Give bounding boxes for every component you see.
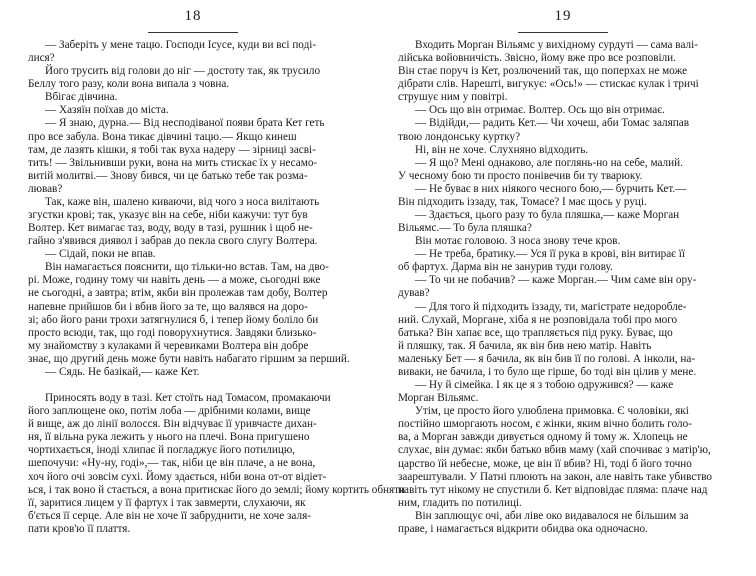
text-line: — То чи не побачив? — каже Морган.— Чим саме він ору- xyxy=(415,274,697,287)
text-line: твою лондонську куртку? xyxy=(398,130,521,143)
text-line: — Сядь. Не базікай,— каже Кет. xyxy=(45,365,200,378)
text-line: — Здається, цього разу то була пляшка,— каже Морган xyxy=(415,209,680,222)
text-line: лював? xyxy=(28,182,63,195)
text-line: — Не буває в них ніякого чесного бою,— бурчить Кет.— xyxy=(415,182,687,195)
text-line: Вбігає дівчина. xyxy=(45,91,118,104)
text-line: Він стає поруч із Кет, розлючений так, що поперхах не може xyxy=(398,65,688,78)
text-line: Ні, він не хоче. Слухняно відходить. xyxy=(415,143,589,156)
text-line: Волтер. Кет вимагає таз, воду, воду в тазі, рушник і щоб не- xyxy=(28,222,313,235)
text-line: — Ось що він отримає. Волтер. Ось що він отримає. xyxy=(415,104,665,117)
text-line: лійська войовничість. Звісно, йому вже про все розповіли. xyxy=(398,52,676,65)
text-line: Так, каже він, шалено киваючи, від чого з носа вилітають xyxy=(45,195,320,208)
text-line: Вільямс.— То була пляшка? xyxy=(398,222,532,235)
text-line: просто всюди, так, що годі поворухнутися. Завдяки близько- xyxy=(28,326,317,339)
page-number: 18 xyxy=(184,8,202,24)
text-line: батька? Він хапає все, що трапляється під руку. Буває, що xyxy=(398,326,673,339)
text-line: тить! — Звільнивши руки, вона на мить стискає їх у несамо- xyxy=(28,156,318,169)
text-line: — Заберіть у мене тацю. Господи Ісусе, куди ви всі поді- xyxy=(45,39,317,51)
text-line: лися? xyxy=(28,52,55,65)
text-line: б'ється її серце. Але він не хоче її забруднити, не хоче заля- xyxy=(28,509,311,522)
left-page-text xyxy=(28,39,406,536)
text-line: У чесному бою ти просто понівечив би ту тварюку. xyxy=(398,169,643,182)
text-line: й вище, аж до лінії волосся. Він відчуває її уривчасте дихан- xyxy=(28,418,317,431)
text-line: дібрати слів. Нарешті, вигукує: «Ось!» — стискає кулак і тричі xyxy=(398,78,699,91)
text-line: навіть тут нікому не спустили б. Кет відповідає пляма: плаче над xyxy=(398,483,708,496)
right-page-text xyxy=(398,39,728,536)
text-line: Він підходить іззаду, так, Томасе? І має щось у руці. xyxy=(398,195,647,208)
text-line: струшує ним у повітрі. xyxy=(398,91,508,104)
page-number: 19 xyxy=(554,8,572,24)
text-line: Приносять воду в тазі. Кет стоїть над Томасом, промакаючи xyxy=(45,392,331,405)
text-line: ня, її вільна рука лежить у нього на плечі. Вона пригушено xyxy=(28,431,310,444)
text-line: там, де лазять кішки, я тобі так вуха надеру — зірниці засві- xyxy=(28,143,316,156)
text-line: — Ну й сімейка. І як це я з тобою одружився? — каже xyxy=(415,379,674,392)
right-page xyxy=(398,0,728,576)
text-line: його заплющене око, потім лоба — дрібними колами, вище xyxy=(28,405,311,418)
page-number-rule xyxy=(148,32,238,33)
text-line: заарештували. У Патні плюють на закон, але навіть таке убивство xyxy=(398,470,713,483)
text-line: чортихається, іноді хлипає й погладжує його потилицю, xyxy=(28,444,295,457)
text-line: слухає, він думає: якби батько вбив маму (хай спочиває з матір'ю, xyxy=(398,444,711,457)
text-line: пати кров'ю її плаття. xyxy=(28,522,131,535)
text-line: — Для того й підходить іззаду, ти, магістрате недоробле- xyxy=(415,300,687,313)
text-line: праве, і намагається відкрити обидва ока одночасно. xyxy=(398,522,648,535)
text-line: ва, а Морган завжди дивується одному й тому ж. Хлопець не xyxy=(398,431,688,444)
text-line: — Відійди,— радить Кет.— Чи хочеш, аби Томас заляпав xyxy=(415,117,689,130)
text-line: Він намагається пояснити, що тільки-но встав. Там, на дво- xyxy=(45,261,329,274)
left-page xyxy=(28,0,406,576)
text-line: дував? xyxy=(398,287,430,300)
text-line: Утім, це просто його улюблена примовка. Є чоловіки, які xyxy=(415,405,689,418)
text-line: — Я що? Мені однаково, але поглянь-но на себе, малий. xyxy=(415,156,683,169)
text-line: Входить Морган Вільямс у вихідному сурдуті — сама валі- xyxy=(415,39,698,51)
text-line: ний. Слухай, Моргане, хіба я не розповідала тобі про мого xyxy=(398,313,678,326)
text-line: Його трусить від голови до ніг — достоту так, як трусило xyxy=(45,65,321,78)
text-line: Морган Вільямс. xyxy=(398,392,479,405)
text-line: її, зaритися лицем у її фартух і так завмерти, слухаючи, як xyxy=(28,496,306,509)
text-line: — Я знаю, дурна.— Від несподіваної появи брата Кет геть xyxy=(45,117,325,130)
text-line: Він мотає головою. З носа знову тече кров. xyxy=(415,235,621,248)
text-line: витій молитві.— Знову бився, чи це батько тебе так розма- xyxy=(28,169,308,182)
text-line: хоч його очі зовсім сухі. Йому здається, ніби вона от-от відіет- xyxy=(28,470,327,483)
text-line: ним, гладить по потилиці. xyxy=(398,496,522,509)
text-line: знає, що другий день може бути навіть набагато гіршим за перший. xyxy=(28,352,350,365)
text-line: не сьогодні, а завтра; втім, якби він пролежав там добу, Волтер xyxy=(28,287,328,300)
text-line: царство їй небесне, може, це він її вбив? Ні, тоді б його точно xyxy=(398,457,692,470)
text-line: зі; або його рани трохи затягнулися б, і тепер йому боліло би xyxy=(28,313,319,326)
text-line: постійно шморгають носом, є жінки, яким вічно болить голо- xyxy=(398,418,692,431)
text-line: Він заплющує очі, аби ліве око видавалося не більшим за xyxy=(415,509,689,522)
text-line: про все забула. Вона тикає дівчині тацю.— Якщо кинеш xyxy=(28,130,297,143)
text-line: шепочучи: «Ну-ну, годі»,— так, ніби це він плаче, а не вона, xyxy=(28,457,316,470)
text-line: — Не треба, братику.— Уся її рука в крові, він витирає її xyxy=(415,248,685,261)
text-line: виваки, не бачила, і то було ще гірше, бо тоді він цілив у мене. xyxy=(398,365,697,378)
text-line: напевне прийшов би і вбив його за те, що валявся на доро- xyxy=(28,300,308,313)
text-line: рі. Може, годину тому чи навіть день — а може, сьогодні вже xyxy=(28,274,321,287)
text-line: — Хазяїн поїхав до міста. xyxy=(45,104,169,117)
page-number-rule xyxy=(518,32,608,33)
text-line: ься, і так воно й стається, а вона притискає його до землі; йому кортить обняти xyxy=(28,483,406,496)
text-line: об фартух. Дарма він не занурив туди голову. xyxy=(398,261,613,274)
text-line: му знайомству з кулаками й черевиками Волтера він добре xyxy=(28,339,309,352)
text-line: — Сідай, поки не впав. xyxy=(45,248,156,261)
text-line: маленьку Бет — я бачила, як він бив її по голові. А інколи, на- xyxy=(398,352,696,365)
text-line: Беллу того разу, коли вона випала з човна. xyxy=(28,78,230,91)
text-line: згустки крові; так, указує він на себе, ніби кажучи: тут був xyxy=(28,209,308,222)
text-line: гайно з'явився диявол і забрав до пекла свого слугу Волтера. xyxy=(28,235,318,248)
text-line: й пляшку, так. Я бачила, як він бив нею матір. Навіть xyxy=(398,339,652,352)
